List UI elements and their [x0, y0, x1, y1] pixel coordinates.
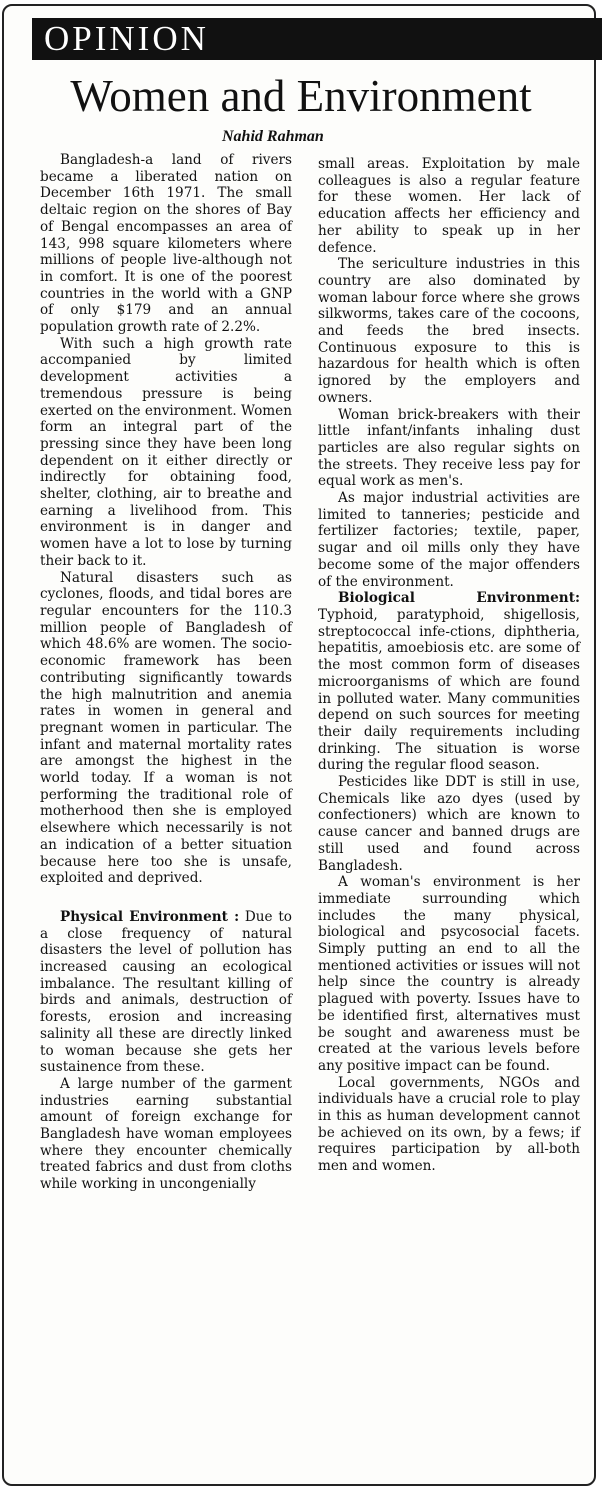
paragraph-text: Due to a close frequency of natural disasters the level of pollution has increased causing an ecological imbalance. The resultant killing of birds and animals, destruction of forests, erosion and increasing salinity all these are directly linked to woman because she gets her sustainence from these.: [40, 908, 292, 1076]
paragraph: A woman's environment is her immediate surrounding which includes the many physical, biological and psycosocial facets. Simply putting an end to all the mentioned activities or issues will not help since the country is already plagued with poverty. Issues have to be identified first, alternatives must be sought and awareness must be created at the various levels before any positive impact can be found.: [318, 874, 580, 1074]
paragraph-biological-environment: [318, 590, 580, 774]
headline: Women and Environment: [70, 71, 532, 121]
paragraph-text: Typhoid, paratyphoid, shigellosis, streptococcal infe-ctions, diphtheria, hepatitis, amoebiosis etc. are some of the most common form of diseases microorganisms of which are found in polluted water. Many communities depend on such sources for meeting their daily requirements including drinking. The situation is worse during the regular flood season.: [318, 606, 580, 774]
paragraph: Bangladesh-a land of rivers became a liberated nation on December 16th 1971. The small deltaic region on the shores of Bay of Bengal encompasses an area of 143, 998 square kilometers where millions of people live-although not in comfort. It is one of the poorest countries in the world with a GNP of only $179 and an annual population growth rate of 2.2%.: [40, 152, 292, 336]
section-banner: OPINION: [32, 18, 602, 60]
paragraph: small areas. Exploitation by male colleagues is also a regular feature for these women. Her lack of education affects her efficiency and her ability to speak up in her defence.: [318, 156, 580, 256]
paragraph: As major industrial activities are limited to tanneries; pesticide and fertilizer factories; textile, paper, sugar and oil mills only they have become some of the major offenders of the environment.: [318, 490, 580, 590]
paragraph: Pesticides like DDT is still in use, Chemicals like azo dyes (used by confectioners) which are known to cause cancer and banned drugs are still used and found across Bangladesh.: [318, 774, 580, 874]
paragraph: The sericulture industries in this country are also dominated by woman labour force where she grows silkworms, takes care of the cocoons, and feeds the bred insects. Continuous exposure to this is hazardous for health which is often ignored by the employers and owners.: [318, 256, 580, 406]
paragraph-physical-environment: [40, 909, 292, 1076]
paragraph: Woman brick-breakers with their little infant/infants inhaling dust particles are also regular sights on the streets. They receive less pay for equal work as men's.: [318, 406, 580, 490]
paragraph: Natural disasters such as cyclones, floods, and tidal bores are regular encounters for the 110.3 million people of Bangladesh of which 48.6% are women. The socio-economic framework has been contributing significantly towards the high malnutrition and anemia rates in women in general and pregnant women in particular. The infant and maternal mortality rates are amongst the highest in the world today. If a woman is not performing the traditional role of motherhood then she is employed elsewhere which necessarily is not an indication of a better situation because here too she is unsafe, exploited and deprived.: [40, 569, 292, 887]
subhead-physical-environment: Physical Environment :: [60, 908, 240, 925]
article-column-left: [40, 152, 292, 1193]
paragraph: A large number of the garment industries earning substantial amount of foreign exchange for Bangladesh have woman employees where they encounter chemically treated fabrics and dust from cloths while working in uncongenially: [40, 1075, 292, 1193]
paragraph: With such a high growth rate accompanied by limited development activities a tremendous pressure is being exerted on the environment. Women form an integral part of the pressing since they have been long dependent on it either directly or indirectly for obtaining food, shelter, clothing, air to breathe and earning a livelihood from. This environment is in danger and women have a lot to lose by turning their back to it.: [40, 335, 292, 569]
subhead-biological-environment: Biological Environment:: [338, 590, 580, 607]
article-column-right: [318, 156, 580, 1175]
paragraph: Local governments, NGOs and individuals have a crucial role to play in this as human development cannot be achieved on its own, by a fews; if requires participation by all-both men and women.: [318, 1074, 580, 1175]
byline: Nahid Rahman: [222, 128, 324, 145]
